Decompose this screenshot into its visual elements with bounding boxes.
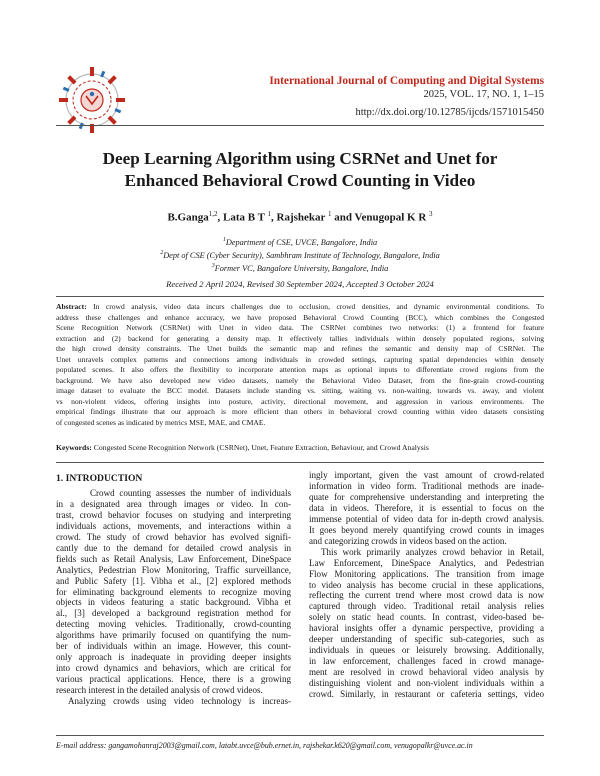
author-affiliation-mark: 1 [327,210,332,218]
body-line: into crowd dynamics and behaviors, which are critical for [56,663,291,674]
body-line: research interest in the detailed analysis of crowd videos. [56,685,263,696]
body-line: quate for comprehensive understanding and interpreting the [309,491,544,502]
abstract-line: populated scenes. It also offers the flexibility to incorporate attention maps as optional inputs to differentiate crowd regions from the [56,365,544,374]
abstract-line: vs non-violent videos, offering insights into posture, activity, directional movement, and aggression in various environments. The [56,396,544,406]
abstract [56,302,544,428]
body-line: objects in videos featuring a static background. Vibha et [56,597,291,608]
body-line: to video analysis has become crucial in these applications, [309,579,544,590]
body-line: and categorizing crowds in videos based on the action. [309,535,507,546]
body-line: cantly due to the demand for detailed crowd analysis in [56,542,291,553]
body-line: captured through video. Traditional retail analysis relies [309,601,544,612]
keywords [56,443,544,452]
abstract-line: Scene Recognition Network (CSRNet) with Unet in video data. The CSRNet combines two networks: (1) a frontend for feature [56,323,544,332]
footnote-divider [56,735,544,736]
abstract-line: empirical findings illustrate that our approach is more efficient than others in behavioral crowd counting within video datasets consisting [56,407,544,416]
body-line: crowd. The study of crowd behavior has evolved signifi- [56,531,291,542]
body-column-left [56,470,291,707]
author-separator: , [271,211,274,224]
abstract-line: extraction and (2) backend for generating a density map. It effectively tallies individuals within densely populated regions, solving [56,333,544,343]
body-line: This work primarily analyzes crowd behavior in Retail, [321,546,544,557]
header-divider [56,125,544,126]
body-line: various practical applications. Hence, there is a growing [56,674,291,685]
affiliation-list [56,235,544,273]
body-column-right [309,470,544,700]
body-line: data in videos. Therefore, it is essential to focus on the [309,502,544,513]
footnote-label: E-mail address: [56,741,107,750]
body-line: distinguishing violent and non-violent individuals within a [309,678,544,689]
body-line: ment are resolved in crowd behavioral video analysis by [309,667,544,678]
keywords-divider [56,462,544,463]
abstract-line: image dataset to evaluate the BCC model. Datasets include standing vs. sitting, waiting vs. non-waiting, towards vs. away, and violent [56,386,544,395]
affiliation: $^1$Department of CSE, UVCE, Bangalore, India [222,237,378,247]
keywords-text: Congested Scene Recognition Network (CSRNet), Unet, Feature Extraction, Behaviour, and Crowd Analysis [93,443,429,452]
author-name: Lata B T [222,211,265,224]
body-line: ber of individuals within an image. However, this count- [56,641,291,652]
abstract-line: Unet unravels complex patterns and connections among individuals in crowded settings, capturing spatial dependencies within densely [56,354,544,364]
body-line: crowd. Similarly, in restaurant or cafeteria settings, video [309,689,544,700]
body-line: ingly important, given the vast amount of crowd-related [309,470,544,480]
body-line: al., [3] developed a background registration method for [56,608,291,619]
abstract-divider [56,296,544,297]
body-line: for eliminating background elements to recognize moving [56,586,291,597]
footnote-emails[interactable]: gangamohanraj2003@gmail.com, latabt.uvce@bub.ernet.in, rajshekar.k620@gmail.com, venugopalkr@uvce.ac.in [108,741,473,750]
journal-header [269,74,544,102]
author-affiliation-mark: 1,2 [208,210,218,218]
body-line: only approach is inadequate in providing deeper insights [56,652,291,663]
body-line: in a designated area through images or video. In con- [56,498,291,509]
body-line: Flow Monitoring applications. The transition from image [309,568,544,579]
affiliation: $^2$Dept of CSE (Cyber Security), Sambhram Institute of Technology, Bangalore, India [160,249,440,260]
doi-link[interactable]: http://dx.doi.org/10.12785/ijcds/1571015450 [355,107,544,118]
body-line: information in video form. Traditional methods are inade- [309,480,544,491]
affiliation: $^3$Former VC, Bangalore University, Bangalore, India [211,262,389,273]
author-list [56,210,544,224]
body-line: havioral insights offer a dynamic perspective, providing a [309,623,544,634]
body-line: in law enforcement, challenges faced in crowd manage- [309,656,544,667]
body-line: individuals actions, movements, and interactions within a [56,520,291,531]
author-name: Venugopal K R [354,211,427,224]
author-affiliation-mark: 3 [429,210,433,218]
body-line: algorithms have primarily focused on quantifying the num- [56,630,291,641]
abstract-line: of congested scenes as indicated by metrics MSE, MAE, and CMAE. [56,417,266,427]
section-heading: 1. INTRODUCTION [56,473,143,484]
received-dates: Received 2 April 2024, Revised 30 September 2024, Accepted 3 October 2024 [166,279,434,289]
abstract-line: the high crowd density constraints. The Unet builds the semantic map and refines the semantic and density map of CSRNet. The [56,344,544,353]
keywords-label: Keywords: [56,443,92,452]
paper-title [56,148,544,192]
abstract-line: background. We have also developed new video datasets, namely the Behavioral Video Dataset, from the fine-grain crowd-counting [56,375,544,385]
title-line-1: Deep Learning Algorithm using CSRNet and Unet for [102,149,498,168]
body-line: individuals in queues or leisurely browsing. Additionally, [309,645,544,656]
body-line: deeper understanding of specific sub-categories, such as [309,634,544,645]
author-name: B.Ganga [167,211,209,224]
author-affiliation-mark: 1 [267,210,272,218]
abstract-label: Abstract: [56,302,87,311]
body-line: solely on static head counts. In contrast, video-based be- [309,612,544,623]
email-footnote [56,741,544,750]
abstract-line: address these challenges and enhance accuracy, we have proposed Behavioral Crowd Counting (BCC), which combines the Congested [56,312,544,322]
journal-volume: 2025, VOL. 17, NO. 1, 1–15 [423,89,544,100]
body-line: and Public Safety [1]. Vibha et al., [2] explored methods [56,575,291,586]
title-line-2: Enhanced Behavioral Crowd Counting in Video [124,171,476,190]
body-line: Analytics, Pedestrian Flow Monitoring, Traffic surveillance, [56,564,291,575]
body-line: Law Enforcement, DineSpace Analytics, and Pedestrian [309,557,544,568]
author-name: Rajshekar [276,211,326,224]
author-conjunction: and [334,211,352,224]
body-line: fields such as Retail Analysis, Law Enforcement, DineSpace [56,553,291,564]
body-line: Analyzing crowds using video technology is increas- [68,696,291,707]
journal-name: International Journal of Computing and Digital Systems [269,75,544,87]
body-line: reflecting the current trend where most crowd data is now [309,590,544,601]
abstract-line: Abstract: In crowd analysis, video data incurs challenges due to occlusion, crowd densities, and dynamic environmental conditions. To [56,302,545,311]
body-line: Crowd counting assesses the number of individuals [90,487,291,498]
body-line: trast, crowd behavior focuses on studying and interpreting [56,509,291,520]
author-separator: , [217,211,221,224]
body-line: immense potential of video data for in-depth crowd analysis. [309,513,544,524]
body-line: It goes beyond merely quantifying crowd counts in images [309,524,544,535]
body-line: detecting moving vehicles. Traditionally, crowd-counting [56,619,291,630]
